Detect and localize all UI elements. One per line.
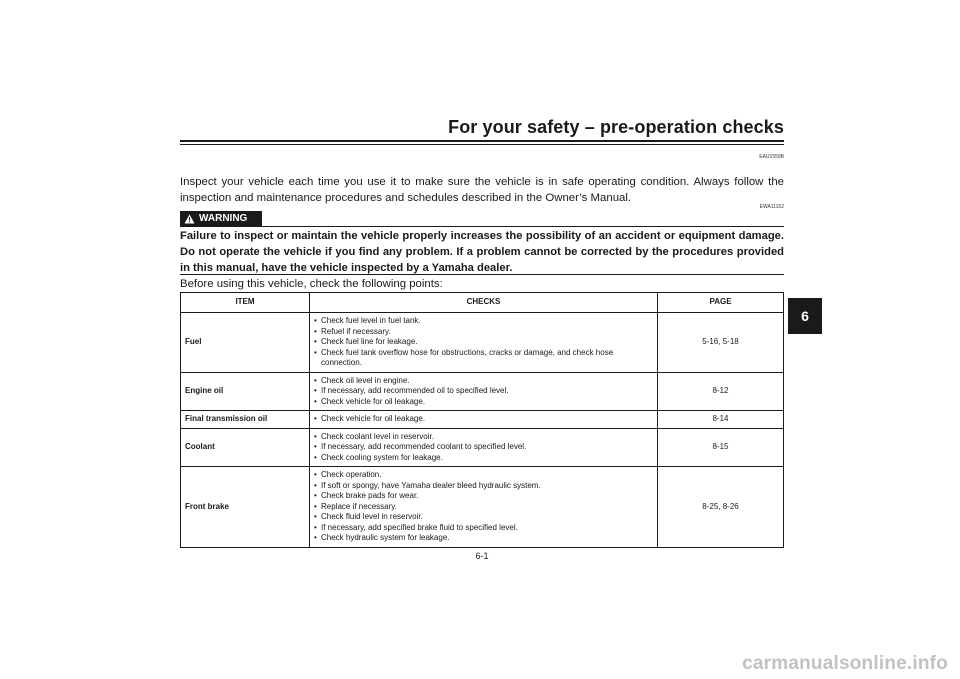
pre-operation-checks-table — [180, 292, 784, 548]
row-checks — [310, 428, 658, 467]
check-item: • Check cooling system for leakage. — [314, 453, 653, 464]
check-item: • Check brake pads for wear. — [314, 491, 653, 502]
page-title: For your safety – pre-operation checks — [448, 117, 784, 137]
section-code: EAU1559B — [759, 154, 784, 160]
check-item: • If necessary, add specified brake fluid to specified level. — [314, 523, 653, 534]
check-item: • Refuel if necessary. — [314, 327, 653, 338]
row-item: Fuel — [181, 313, 310, 373]
title-divider — [180, 140, 784, 142]
row-item: Coolant — [181, 428, 310, 467]
table-row — [181, 411, 784, 429]
row-checks — [310, 372, 658, 411]
check-item: • Check fuel tank overflow hose for obstructions, cracks or damage, and check hose connection. — [314, 348, 653, 369]
table-row — [181, 372, 784, 411]
check-item: • Check vehicle for oil leakage. — [314, 397, 653, 408]
check-item: • If necessary, add recommended coolant to specified level. — [314, 442, 653, 453]
warning-divider-top — [180, 226, 784, 227]
row-checks — [310, 313, 658, 373]
intro-paragraph: Inspect your vehicle each time you use it to make sure the vehicle is in safe operating condition. Always follow the inspection and maintenance procedures and schedules described in the Owner’s Manual. — [180, 176, 784, 204]
title-divider-thin — [180, 144, 784, 145]
row-checks — [310, 467, 658, 548]
checklist-intro: Before using this vehicle, check the following points: — [180, 278, 443, 290]
check-item: • Check fluid level in reservoir. — [314, 512, 653, 523]
row-item: Engine oil — [181, 372, 310, 411]
row-page: 8-25, 8-26 — [658, 467, 784, 548]
table-row — [181, 428, 784, 467]
chapter-tab: 6 — [788, 298, 822, 334]
check-item: • Check operation. — [314, 470, 653, 481]
check-item: • Check hydraulic system for leakage. — [314, 533, 653, 544]
check-item: • Replace if necessary. — [314, 502, 653, 513]
row-checks — [310, 411, 658, 429]
header-checks: CHECKS — [310, 293, 658, 313]
warning-badge — [180, 211, 262, 226]
check-item: • Check fuel level in fuel tank. — [314, 316, 653, 327]
header-item: ITEM — [181, 293, 310, 313]
row-page: 8-12 — [658, 372, 784, 411]
row-item: Front brake — [181, 467, 310, 548]
warning-code: EWA11152 — [759, 204, 784, 210]
warning-text: Failure to inspect or maintain the vehicle properly increases the possibility of an accident or equipment damage. Do not operate the vehicle if you find any problem. If a problem cannot be corrected by the procedures provided in this manual, have the vehicle inspected by a Yamaha dealer. — [180, 230, 784, 274]
row-page: 8-15 — [658, 428, 784, 467]
header-page: PAGE — [658, 293, 784, 313]
check-item: • Check coolant level in reservoir. — [314, 432, 653, 443]
watermark: carmanualsonline.info — [742, 653, 948, 674]
check-item: • If soft or spongy, have Yamaha dealer bleed hydraulic system. — [314, 481, 653, 492]
warning-divider-bottom — [180, 274, 784, 275]
row-page: 5-16, 5-18 — [658, 313, 784, 373]
table-header-row — [181, 293, 784, 313]
check-item: • If necessary, add recommended oil to specified level. — [314, 386, 653, 397]
check-item: • Check fuel line for leakage. — [314, 337, 653, 348]
warning-triangle-icon — [184, 214, 195, 224]
check-item: • Check oil level in engine. — [314, 376, 653, 387]
warning-label: WARNING — [199, 213, 248, 224]
row-page: 8-14 — [658, 411, 784, 429]
table-row — [181, 313, 784, 373]
page-number: 6-1 — [475, 551, 489, 561]
table-row — [181, 467, 784, 548]
row-item: Final transmission oil — [181, 411, 310, 429]
check-item: • Check vehicle for oil leakage. — [314, 414, 653, 425]
